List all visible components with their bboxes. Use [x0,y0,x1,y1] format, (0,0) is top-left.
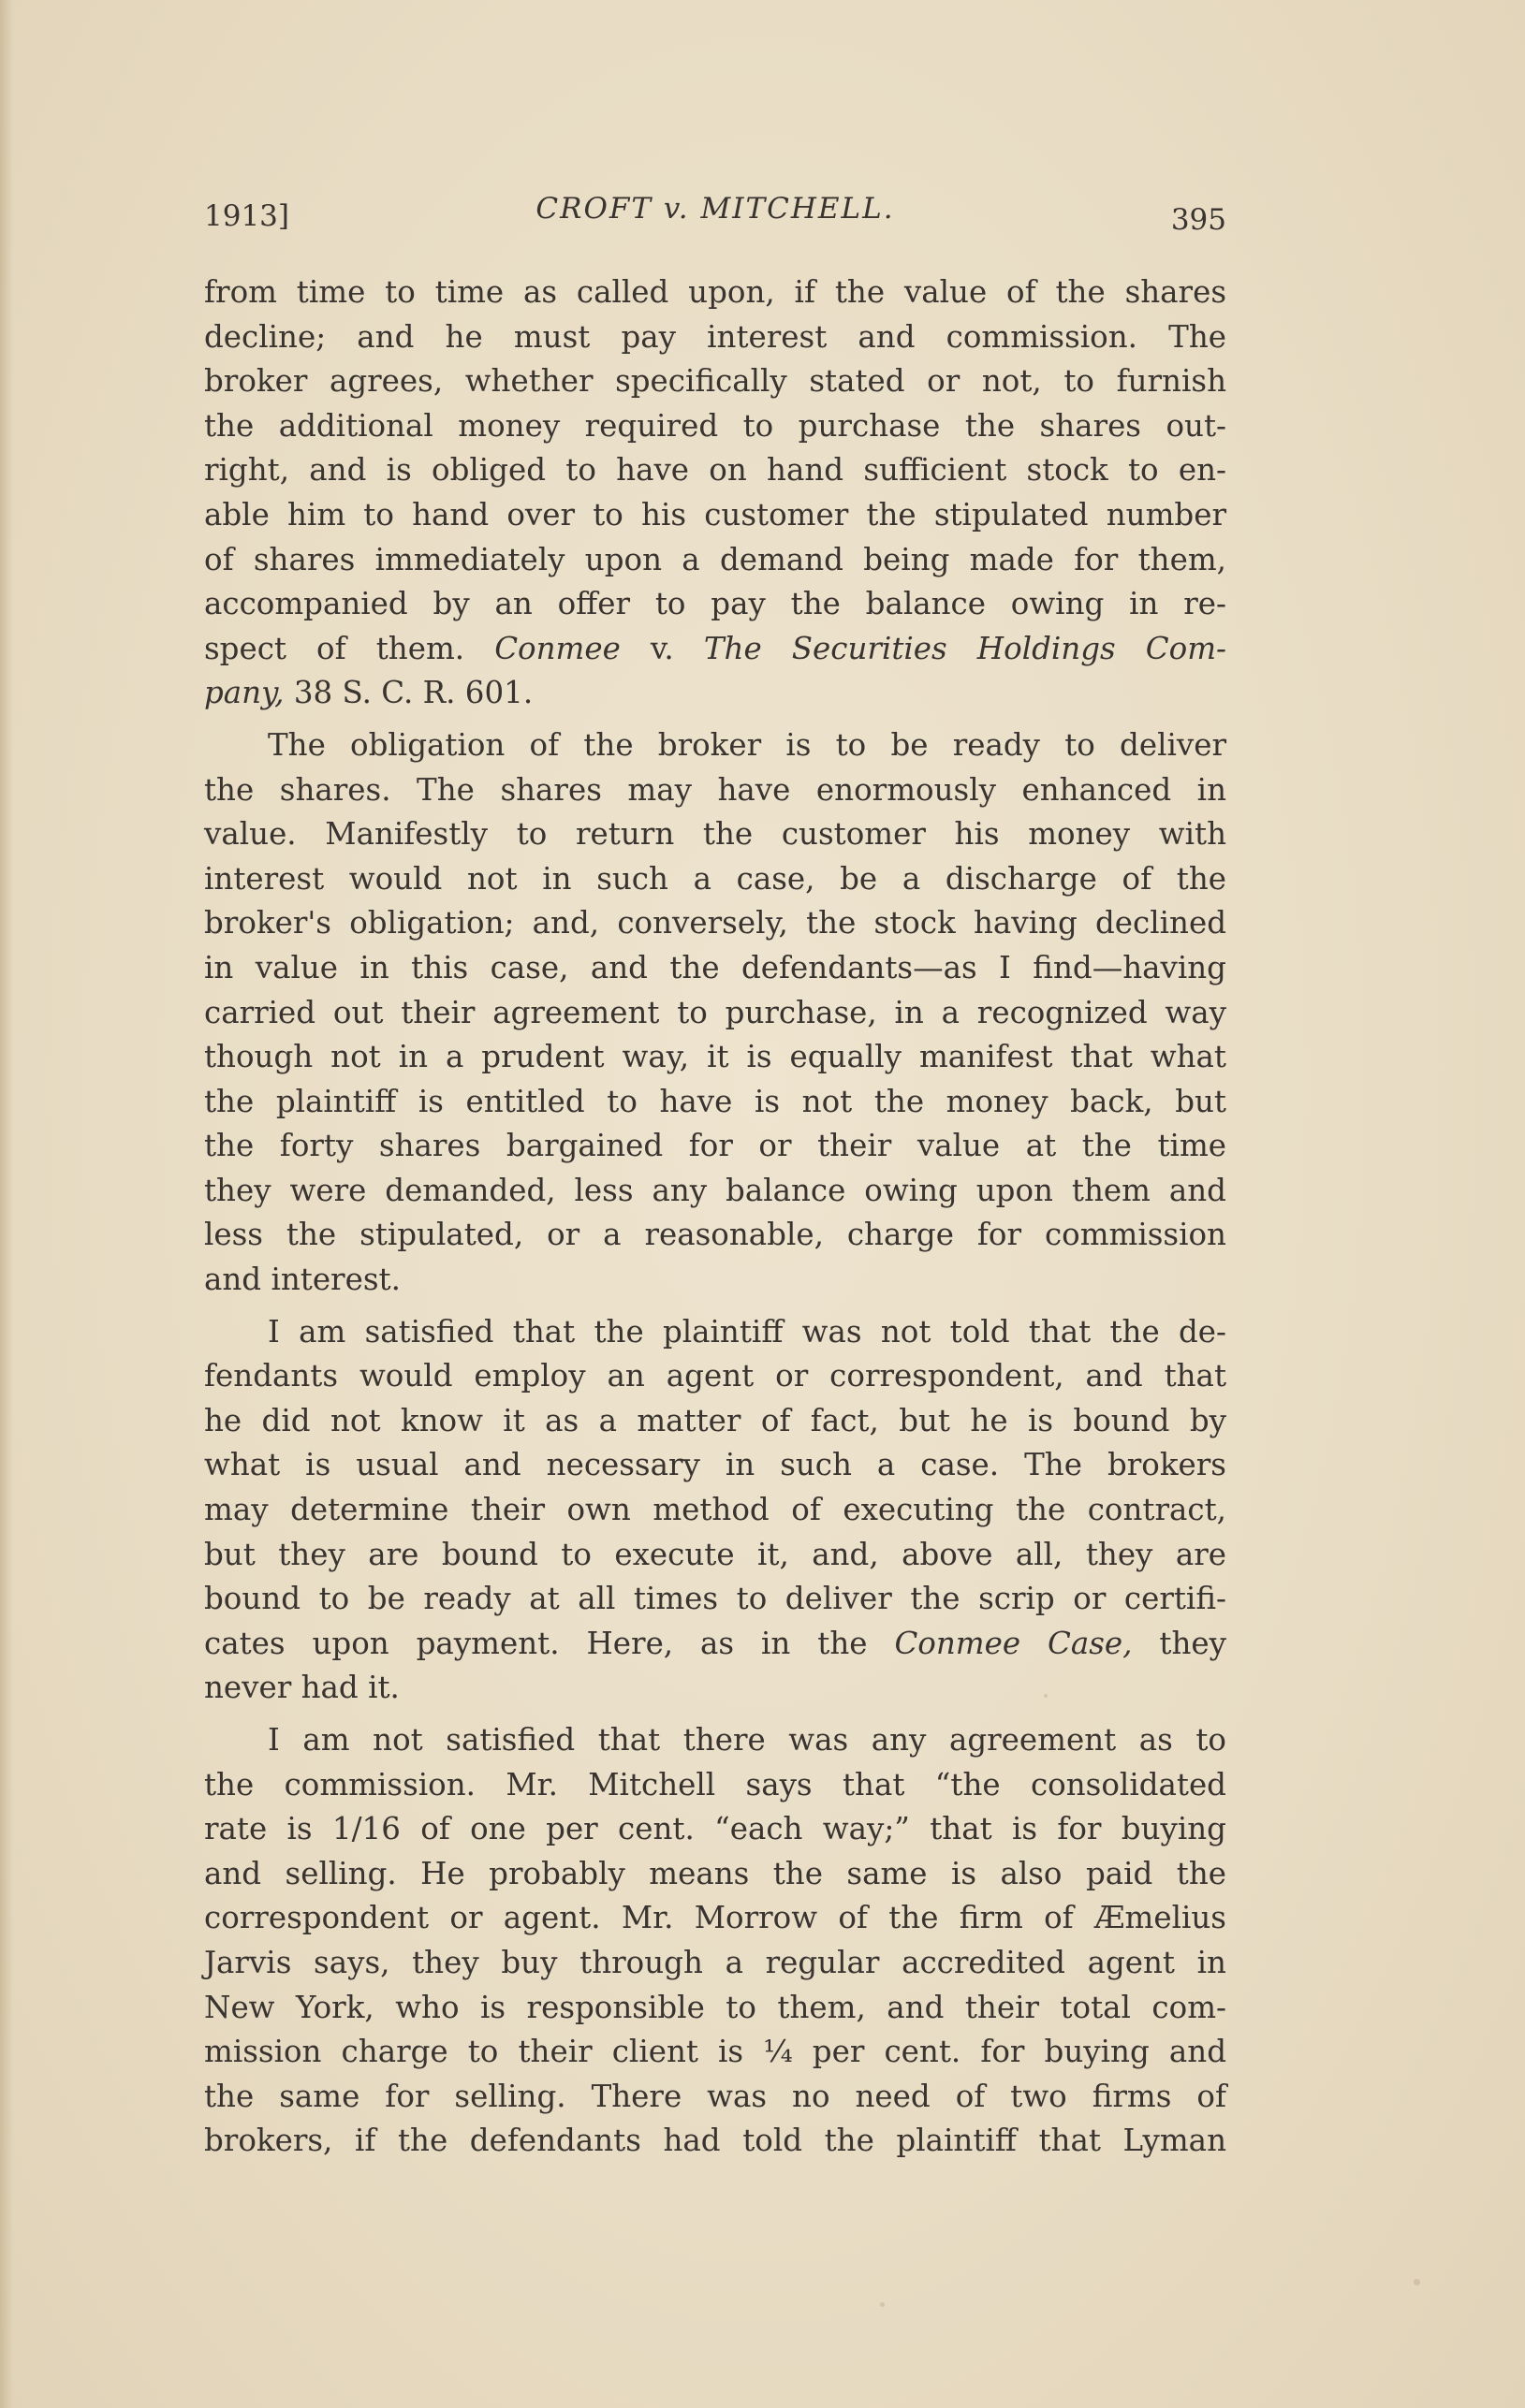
paper-speck [1044,1694,1048,1698]
case-name: Conmee [494,630,621,666]
text-line: they were demanded, less any balance owing upon them and [204,1172,1226,1208]
text-block [204,192,1226,2164]
text-span: cates upon payment. Here, as in the [204,1625,895,1661]
running-head [204,192,1226,248]
text-line: never had it. [204,1670,400,1706]
citation-line-end [204,671,1226,716]
citation-reference: 38 S. C. R. 601. [284,675,534,711]
paragraph-1 [204,270,1226,716]
text-span: v. [620,630,704,666]
paragraph-2 [204,723,1226,1303]
text-line: of shares immediately upon a demand being made for them, [204,541,1226,577]
text-line: the additional money required to purchase the shares out- [204,407,1226,444]
body-text [204,270,1226,2164]
text-line: bound to be ready at all times to deliver the scrip or certifi- [204,1581,1226,1617]
paragraph-3 [204,1310,1226,1711]
header-year: 1913] [204,199,289,233]
text-line: New York, who is responsible to them, and their total com- [204,1989,1226,2025]
page-number: 395 [1170,203,1226,237]
text-line: accompanied by an offer to pay the balance owing in re- [204,586,1226,622]
header-case-title: CROFT v. MITCHELL. [535,192,895,226]
text-line: decline; and he must pay interest and commission. The [204,318,1226,355]
text-line: but they are bound to execute it, and, above all, they are [204,1536,1226,1572]
text-line: able him to hand over to his customer the stipulated number [204,496,1226,533]
text-line: broker agrees, whether specifically stated or not, to furnish [204,363,1226,400]
text-line: the plaintiff is entitled to have is not the money back, but [204,1083,1226,1119]
text-line: The obligation of the broker is to be ready to deliver [268,726,1226,763]
citation-line [204,627,1226,672]
text-line: the same for selling. There was no need of two firms of [204,2078,1226,2114]
text-span: they [1132,1625,1227,1661]
text-line: the shares. The shares may have enormously enhanced in [204,771,1226,808]
text-line: and interest. [204,1262,401,1298]
text-line: from time to time as called upon, if the value of the shares [204,274,1226,310]
text-line: brokers, if the defendants had told the plaintiff that Lyman [204,2123,1226,2159]
text-line: rate is 1/16 of one per cent. “each way;” that is for buying [204,1811,1226,1847]
text-line: value. Manifestly to return the customer his money with [204,816,1226,853]
text-span: spect of them. [204,630,495,666]
text-line [204,1622,1226,1667]
text-line: may determine their own method of executing the contract, [204,1492,1226,1528]
paper-speck [880,2302,885,2307]
text-line: and selling. He probably means the same is also paid the [204,1855,1226,1891]
text-line: Jarvis says, they buy through a regular accredited agent in [204,1944,1226,1980]
text-line: fendants would employ an agent or correspondent, and that [204,1358,1226,1394]
case-name: Conmee Case, [894,1625,1133,1661]
text-line: in value in this case, and the defendants—as I find—having [204,949,1226,985]
case-name: The Securities Holdings Com- [703,630,1226,666]
text-line: though not in a prudent way, it is equally manifest that what [204,1039,1226,1075]
paper-speck [1414,2279,1420,2285]
text-line: the commission. Mr. Mitchell says that “the consolidated [204,1766,1226,1802]
text-line: mission charge to their client is ¼ per cent. for buying and [204,2034,1226,2070]
text-line: he did not know it as a matter of fact, but he is bound by [204,1402,1226,1438]
text-line: correspondent or agent. Mr. Morrow of the firm of Æmelius [204,1900,1226,1936]
text-line: interest would not in such a case, be a discharge of the [204,860,1226,897]
text-line: the forty shares bargained for or their value at the time [204,1128,1226,1164]
text-line: carried out their agreement to purchase, in a recognized way [204,994,1226,1030]
text-line: broker's obligation; and, conversely, the stock having declined [204,905,1226,941]
case-name: pany, [204,675,285,711]
text-line: I am satisfied that the plaintiff was not told that the de- [268,1313,1226,1350]
paragraph-4 [204,1718,1226,2164]
page-edge-shadow [0,0,13,2408]
text-line: right, and is obliged to have on hand sufficient stock to en- [204,452,1226,489]
text-line: what is usual and necessary in such a case. The brokers [204,1447,1226,1483]
text-line: less the stipulated, or a reasonable, charge for commission [204,1217,1226,1253]
text-line: I am not satisfied that there was any agreement as to [268,1722,1226,1758]
